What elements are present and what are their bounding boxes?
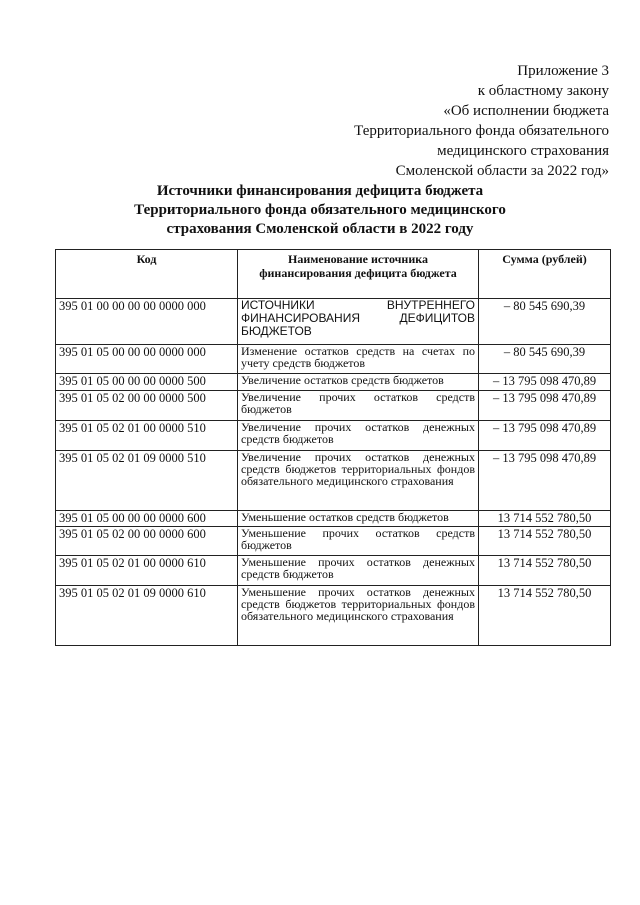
appendix-line: медицинского страхования [437, 143, 609, 159]
row-code: 395 01 05 00 00 00 0000 600 [56, 511, 238, 527]
row-amount: 13 714 552 780,50 [479, 556, 611, 586]
table-row [56, 511, 611, 527]
row-amount: 13 714 552 780,50 [479, 511, 611, 527]
row-name: Увеличение прочих остатков денежных средств бюджетов территориальных фондов обязательного медицинского страхования [238, 451, 479, 511]
row-amount: 13 714 552 780,50 [479, 586, 611, 646]
appendix-line: к областному закону [477, 83, 609, 99]
row-amount: – 13 795 098 470,89 [479, 374, 611, 391]
table-row [56, 299, 611, 345]
row-name: Увеличение прочих остатков средств бюджетов [238, 391, 479, 421]
row-amount: – 13 795 098 470,89 [479, 421, 611, 451]
row-code: 395 01 05 02 00 00 0000 500 [56, 391, 238, 421]
financing-sources-table [55, 249, 611, 646]
row-name: Увеличение прочих остатков денежных средств бюджетов [238, 421, 479, 451]
document-title [100, 182, 540, 239]
table-row [56, 586, 611, 646]
row-code: 395 01 05 02 00 00 0000 600 [56, 527, 238, 556]
row-name: ИСТОЧНИКИ ВНУТРЕННЕГО ФИНАНСИРОВАНИЯ ДЕФИЦИТОВ БЮДЖЕТОВ [238, 299, 479, 345]
row-code: 395 01 05 00 00 00 0000 500 [56, 374, 238, 391]
row-code: 395 01 05 02 01 00 0000 510 [56, 421, 238, 451]
header-code: Код [56, 250, 238, 299]
table-row [56, 556, 611, 586]
row-name: Уменьшение прочих остатков денежных средств бюджетов [238, 556, 479, 586]
row-code: 395 01 00 00 00 00 0000 000 [56, 299, 238, 345]
table-row [56, 374, 611, 391]
header-name: Наименование источника финансирования дефицита бюджета [238, 250, 479, 299]
row-amount: – 80 545 690,39 [479, 345, 611, 374]
row-code: 395 01 05 02 01 09 0000 610 [56, 586, 238, 646]
row-code: 395 01 05 00 00 00 0000 000 [56, 345, 238, 374]
table-row [56, 451, 611, 511]
header-amount: Сумма (рублей) [479, 250, 611, 299]
row-name: Изменение остатков средств на счетах по учету средств бюджетов [238, 345, 479, 374]
row-name: Уменьшение остатков средств бюджетов [238, 511, 479, 527]
row-code: 395 01 05 02 01 00 0000 610 [56, 556, 238, 586]
appendix-block [354, 61, 609, 181]
row-amount: – 80 545 690,39 [479, 299, 611, 345]
row-name: Увеличение остатков средств бюджетов [238, 374, 479, 391]
table-row [56, 421, 611, 451]
table-header-row [56, 250, 611, 299]
appendix-line: «Об исполнении бюджета [443, 103, 609, 119]
row-amount: – 13 795 098 470,89 [479, 391, 611, 421]
row-amount: – 13 795 098 470,89 [479, 451, 611, 511]
title-line: страхования Смоленской области в 2022 году [166, 221, 474, 237]
row-name: Уменьшение прочих остатков денежных средств бюджетов территориальных фондов обязательного медицинского страхования [238, 586, 479, 646]
row-code: 395 01 05 02 01 09 0000 510 [56, 451, 238, 511]
appendix-line: Смоленской области за 2022 год» [395, 163, 609, 179]
row-amount: 13 714 552 780,50 [479, 527, 611, 556]
appendix-line: Территориального фонда обязательного [354, 123, 609, 139]
row-name: Уменьшение прочих остатков средств бюджетов [238, 527, 479, 556]
title-line: Территориального фонда обязательного медицинского [134, 202, 506, 218]
table-row [56, 527, 611, 556]
title-line: Источники финансирования дефицита бюджета [156, 183, 484, 199]
table-row [56, 391, 611, 421]
appendix-number: Приложение 3 [517, 63, 609, 79]
table-row [56, 345, 611, 374]
